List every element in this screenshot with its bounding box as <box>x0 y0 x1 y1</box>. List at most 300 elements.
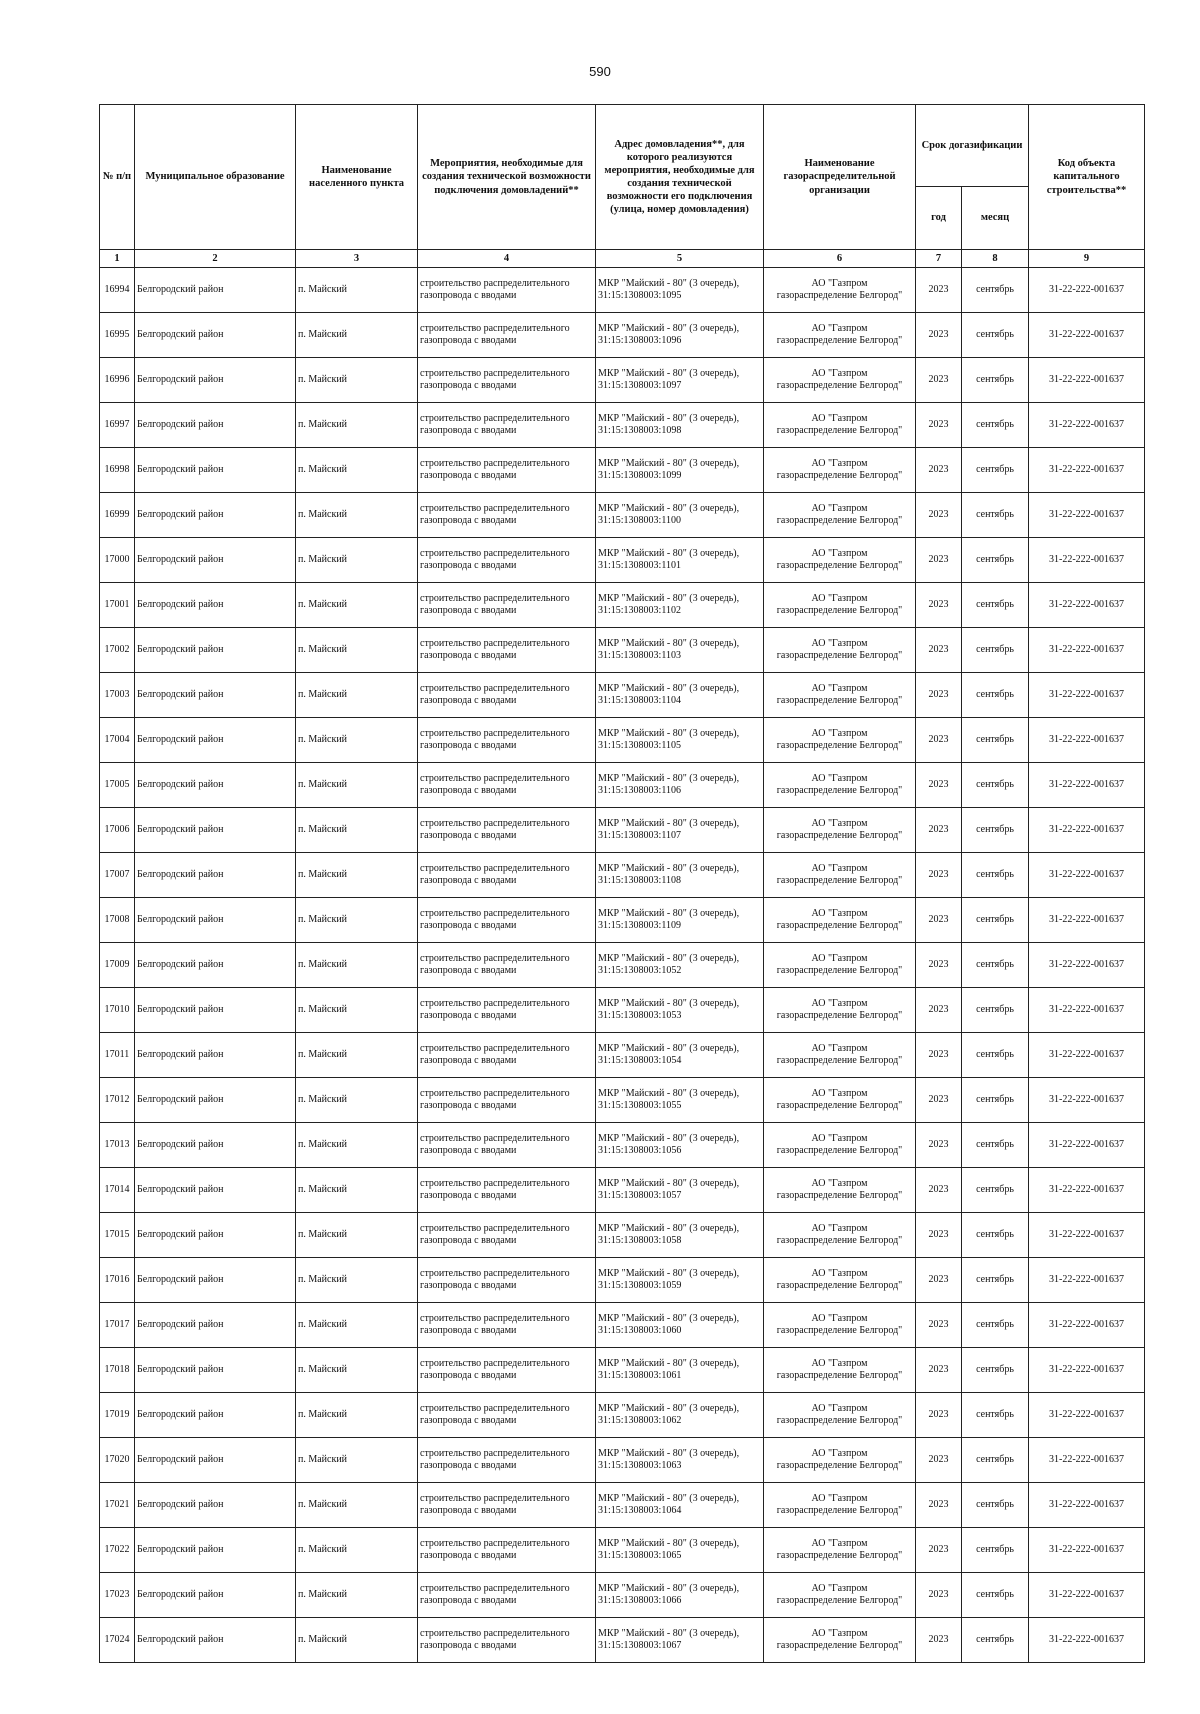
object-code-cell: 31-22-222-001637 <box>1029 1438 1145 1483</box>
month-cell: сентябрь <box>962 1033 1029 1078</box>
settlement-cell: п. Майский <box>296 1618 418 1663</box>
row-number: 17014 <box>100 1168 135 1213</box>
cadastral-number: 31:15:1308003:1064 <box>598 1505 682 1516</box>
month-cell: сентябрь <box>962 1618 1029 1663</box>
cadastral-number: 31:15:1308003:1056 <box>598 1145 682 1156</box>
measure-line-2: газопровода с вводами <box>420 1055 517 1066</box>
measure-line-2: газопровода с вводами <box>420 1190 517 1201</box>
year-cell: 2023 <box>916 1168 962 1213</box>
month-cell: сентябрь <box>962 268 1029 313</box>
address-line-1: МКР "Майский - 80" (3 очередь), <box>598 1583 740 1594</box>
row-number: 17002 <box>100 628 135 673</box>
table-row <box>100 988 1145 1033</box>
object-code-cell: 31-22-222-001637 <box>1029 493 1145 538</box>
address-cell <box>596 313 764 358</box>
address-line-1: МКР "Майский - 80" (3 очередь), <box>598 413 740 424</box>
page-number: 590 <box>589 64 611 79</box>
address-line-1: МКР "Майский - 80" (3 очередь), <box>598 458 740 469</box>
municipality-cell: Белгородский район <box>135 1123 296 1168</box>
organization-line-1: АО "Газпром <box>811 458 868 469</box>
cadastral-number: 31:15:1308003:1100 <box>598 515 681 526</box>
municipality-cell: Белгородский район <box>135 718 296 763</box>
month-cell: сентябрь <box>962 628 1029 673</box>
measure-line-2: газопровода с вводами <box>420 1280 517 1291</box>
settlement-cell: п. Майский <box>296 1348 418 1393</box>
organization-line-2: газораспределение Белгород" <box>776 470 903 481</box>
month-cell: сентябрь <box>962 1348 1029 1393</box>
row-number: 17013 <box>100 1123 135 1168</box>
municipality-cell: Белгородский район <box>135 1168 296 1213</box>
measure-line-2: газопровода с вводами <box>420 335 517 346</box>
measure-line-1: строительство распределительного <box>420 1268 570 1279</box>
organization-line-2: газораспределение Белгород" <box>776 290 903 301</box>
cadastral-number: 31:15:1308003:1095 <box>598 290 682 301</box>
organization-line-2: газораспределение Белгород" <box>776 1415 903 1426</box>
measure-line-2: газопровода с вводами <box>420 875 517 886</box>
organization-cell <box>764 1528 916 1573</box>
organization-line-1: АО "Газпром <box>811 368 868 379</box>
settlement-cell: п. Майский <box>296 1213 418 1258</box>
table-row <box>100 1033 1145 1078</box>
year-cell: 2023 <box>916 1213 962 1258</box>
cadastral-number: 31:15:1308003:1105 <box>598 740 681 751</box>
address-line-1: МКР "Майский - 80" (3 очередь), <box>598 1358 740 1369</box>
address-cell <box>596 1033 764 1078</box>
address-line-1: МКР "Майский - 80" (3 очередь), <box>598 593 740 604</box>
measure-line-2: газопровода с вводами <box>420 1415 517 1426</box>
address-line-1: МКР "Майский - 80" (3 очередь), <box>598 1403 740 1414</box>
organization-line-2: газораспределение Белгород" <box>776 1100 903 1111</box>
month-cell: сентябрь <box>962 1168 1029 1213</box>
table-row <box>100 1393 1145 1438</box>
organization-cell <box>764 1168 916 1213</box>
organization-cell <box>764 358 916 403</box>
address-cell <box>596 358 764 403</box>
measure-line-2: газопровода с вводами <box>420 1460 517 1471</box>
object-code-cell: 31-22-222-001637 <box>1029 988 1145 1033</box>
municipality-cell: Белгородский район <box>135 1483 296 1528</box>
measure-line-2: газопровода с вводами <box>420 650 517 661</box>
organization-line-1: АО "Газпром <box>811 1268 868 1279</box>
cadastral-number: 31:15:1308003:1060 <box>598 1325 682 1336</box>
organization-line-2: газораспределение Белгород" <box>776 605 903 616</box>
municipality-cell: Белгородский район <box>135 1033 296 1078</box>
object-code-cell: 31-22-222-001637 <box>1029 1618 1145 1663</box>
measure-cell <box>418 403 596 448</box>
table-row <box>100 673 1145 718</box>
municipality-cell: Белгородский район <box>135 1348 296 1393</box>
address-line-1: МКР "Майский - 80" (3 очередь), <box>598 368 740 379</box>
organization-line-2: газораспределение Белгород" <box>776 875 903 886</box>
address-cell <box>596 1393 764 1438</box>
object-code-cell: 31-22-222-001637 <box>1029 448 1145 493</box>
measure-cell <box>418 808 596 853</box>
address-line-1: МКР "Майский - 80" (3 очередь), <box>598 908 740 919</box>
month-cell: сентябрь <box>962 853 1029 898</box>
table-row <box>100 1258 1145 1303</box>
year-cell: 2023 <box>916 988 962 1033</box>
year-cell: 2023 <box>916 1573 962 1618</box>
organization-cell <box>764 403 916 448</box>
row-number: 17012 <box>100 1078 135 1123</box>
organization-line-2: газораспределение Белгород" <box>776 560 903 571</box>
organization-line-2: газораспределение Белгород" <box>776 1145 903 1156</box>
table-body <box>100 268 1145 1663</box>
municipality-cell: Белгородский район <box>135 358 296 403</box>
header-term: Срок догазификации <box>916 105 1029 187</box>
object-code-cell: 31-22-222-001637 <box>1029 1483 1145 1528</box>
measure-line-2: газопровода с вводами <box>420 290 517 301</box>
organization-line-1: АО "Газпром <box>811 683 868 694</box>
cadastral-number: 31:15:1308003:1098 <box>598 425 682 436</box>
header-settlement: Наименование населенного пункта <box>296 105 418 250</box>
organization-line-2: газораспределение Белгород" <box>776 1640 903 1651</box>
address-line-1: МКР "Майский - 80" (3 очередь), <box>598 548 740 559</box>
municipality-cell: Белгородский район <box>135 1258 296 1303</box>
table-row <box>100 1483 1145 1528</box>
cadastral-number: 31:15:1308003:1097 <box>598 380 682 391</box>
year-cell: 2023 <box>916 1303 962 1348</box>
organization-line-1: АО "Газпром <box>811 1178 868 1189</box>
measure-line-2: газопровода с вводами <box>420 1550 517 1561</box>
cadastral-number: 31:15:1308003:1059 <box>598 1280 682 1291</box>
municipality-cell: Белгородский район <box>135 673 296 718</box>
settlement-cell: п. Майский <box>296 628 418 673</box>
table-row <box>100 1078 1145 1123</box>
table-row <box>100 313 1145 358</box>
organization-line-2: газораспределение Белгород" <box>776 1190 903 1201</box>
year-cell: 2023 <box>916 1348 962 1393</box>
organization-line-1: АО "Газпром <box>811 1628 868 1639</box>
settlement-cell: п. Майский <box>296 493 418 538</box>
cadastral-number: 31:15:1308003:1053 <box>598 1010 682 1021</box>
organization-line-1: АО "Газпром <box>811 1223 868 1234</box>
settlement-cell: п. Майский <box>296 1393 418 1438</box>
municipality-cell: Белгородский район <box>135 1303 296 1348</box>
row-number: 17003 <box>100 673 135 718</box>
organization-line-1: АО "Газпром <box>811 728 868 739</box>
measure-cell <box>418 1123 596 1168</box>
address-line-1: МКР "Майский - 80" (3 очередь), <box>598 638 740 649</box>
table-row <box>100 853 1145 898</box>
organization-cell <box>764 583 916 628</box>
column-number: 7 <box>916 250 962 268</box>
settlement-cell: п. Майский <box>296 448 418 493</box>
organization-line-1: АО "Газпром <box>811 278 868 289</box>
measure-cell <box>418 1078 596 1123</box>
address-cell <box>596 493 764 538</box>
cadastral-number: 31:15:1308003:1099 <box>598 470 682 481</box>
measure-line-1: строительство распределительного <box>420 1538 570 1549</box>
measure-line-2: газопровода с вводами <box>420 1145 517 1156</box>
cadastral-number: 31:15:1308003:1065 <box>598 1550 682 1561</box>
year-cell: 2023 <box>916 943 962 988</box>
measure-line-2: газопровода с вводами <box>420 1640 517 1651</box>
organization-cell <box>764 1213 916 1258</box>
header-num: № п/п <box>100 105 135 250</box>
measure-line-2: газопровода с вводами <box>420 560 517 571</box>
measure-line-2: газопровода с вводами <box>420 920 517 931</box>
row-number: 16998 <box>100 448 135 493</box>
cadastral-number: 31:15:1308003:1067 <box>598 1640 682 1651</box>
year-cell: 2023 <box>916 1618 962 1663</box>
object-code-cell: 31-22-222-001637 <box>1029 583 1145 628</box>
organization-line-2: газораспределение Белгород" <box>776 965 903 976</box>
month-cell: сентябрь <box>962 1303 1029 1348</box>
measure-line-1: строительство распределительного <box>420 1133 570 1144</box>
address-line-1: МКР "Майский - 80" (3 очередь), <box>598 1628 740 1639</box>
table-row <box>100 1348 1145 1393</box>
measure-line-1: строительство распределительного <box>420 503 570 514</box>
row-number: 16994 <box>100 268 135 313</box>
organization-line-2: газораспределение Белгород" <box>776 1235 903 1246</box>
address-cell <box>596 1303 764 1348</box>
measure-cell <box>418 493 596 538</box>
year-cell: 2023 <box>916 1393 962 1438</box>
organization-line-1: АО "Газпром <box>811 593 868 604</box>
measure-cell <box>418 988 596 1033</box>
settlement-cell: п. Майский <box>296 1528 418 1573</box>
organization-cell <box>764 493 916 538</box>
month-cell: сентябрь <box>962 1438 1029 1483</box>
measure-cell <box>418 1168 596 1213</box>
table-row <box>100 808 1145 853</box>
year-cell: 2023 <box>916 1258 962 1303</box>
organization-line-2: газораспределение Белгород" <box>776 740 903 751</box>
organization-cell <box>764 1078 916 1123</box>
month-cell: сентябрь <box>962 718 1029 763</box>
month-cell: сентябрь <box>962 1483 1029 1528</box>
measure-line-1: строительство распределительного <box>420 368 570 379</box>
organization-cell <box>764 673 916 718</box>
measure-cell <box>418 1303 596 1348</box>
table-row <box>100 448 1145 493</box>
municipality-cell: Белгородский район <box>135 1078 296 1123</box>
measure-line-1: строительство распределительного <box>420 1313 570 1324</box>
municipality-cell: Белгородский район <box>135 268 296 313</box>
address-cell <box>596 538 764 583</box>
table-row <box>100 1303 1145 1348</box>
address-line-1: МКР "Майский - 80" (3 очередь), <box>598 1088 740 1099</box>
object-code-cell: 31-22-222-001637 <box>1029 268 1145 313</box>
address-cell <box>596 1078 764 1123</box>
settlement-cell: п. Майский <box>296 718 418 763</box>
measure-line-1: строительство распределительного <box>420 1088 570 1099</box>
cadastral-number: 31:15:1308003:1103 <box>598 650 681 661</box>
organization-line-1: АО "Газпром <box>811 908 868 919</box>
row-number: 17017 <box>100 1303 135 1348</box>
address-line-1: МКР "Майский - 80" (3 очередь), <box>598 953 740 964</box>
organization-line-1: АО "Газпром <box>811 1493 868 1504</box>
table-row <box>100 898 1145 943</box>
settlement-cell: п. Майский <box>296 808 418 853</box>
organization-line-2: газораспределение Белгород" <box>776 1550 903 1561</box>
month-cell: сентябрь <box>962 583 1029 628</box>
organization-line-2: газораспределение Белгород" <box>776 1505 903 1516</box>
cadastral-number: 31:15:1308003:1052 <box>598 965 682 976</box>
object-code-cell: 31-22-222-001637 <box>1029 1573 1145 1618</box>
measure-line-1: строительство распределительного <box>420 998 570 1009</box>
organization-line-1: АО "Газпром <box>811 773 868 784</box>
row-number: 17019 <box>100 1393 135 1438</box>
measure-cell <box>418 268 596 313</box>
column-number: 6 <box>764 250 916 268</box>
measure-cell <box>418 1438 596 1483</box>
municipality-cell: Белгородский район <box>135 583 296 628</box>
measure-line-1: строительство распределительного <box>420 1043 570 1054</box>
cadastral-number: 31:15:1308003:1106 <box>598 785 681 796</box>
address-cell <box>596 988 764 1033</box>
measure-line-1: строительство распределительного <box>420 908 570 919</box>
organization-cell <box>764 313 916 358</box>
address-cell <box>596 1168 764 1213</box>
month-cell: сентябрь <box>962 358 1029 403</box>
measure-line-1: строительство распределительного <box>420 413 570 424</box>
address-cell <box>596 268 764 313</box>
measure-line-1: строительство распределительного <box>420 728 570 739</box>
measure-cell <box>418 853 596 898</box>
settlement-cell: п. Майский <box>296 1168 418 1213</box>
measure-cell <box>418 1618 596 1663</box>
organization-cell <box>764 538 916 583</box>
address-cell <box>596 1213 764 1258</box>
organization-line-2: газораспределение Белгород" <box>776 830 903 841</box>
measure-line-1: строительство распределительного <box>420 1403 570 1414</box>
cadastral-number: 31:15:1308003:1061 <box>598 1370 682 1381</box>
month-cell: сентябрь <box>962 988 1029 1033</box>
address-line-1: МКР "Майский - 80" (3 очередь), <box>598 1313 740 1324</box>
column-number-row <box>100 250 1145 268</box>
row-number: 17023 <box>100 1573 135 1618</box>
year-cell: 2023 <box>916 1123 962 1168</box>
address-line-1: МКР "Майский - 80" (3 очередь), <box>598 1133 740 1144</box>
row-number: 17005 <box>100 763 135 808</box>
address-line-1: МКР "Майский - 80" (3 очередь), <box>598 998 740 1009</box>
address-cell <box>596 943 764 988</box>
settlement-cell: п. Майский <box>296 538 418 583</box>
organization-line-2: газораспределение Белгород" <box>776 1460 903 1471</box>
address-cell <box>596 1483 764 1528</box>
municipality-cell: Белгородский район <box>135 1213 296 1258</box>
table-header <box>100 105 1145 268</box>
cadastral-number: 31:15:1308003:1109 <box>598 920 681 931</box>
measure-line-1: строительство распределительного <box>420 1223 570 1234</box>
measure-cell <box>418 538 596 583</box>
table-row <box>100 1168 1145 1213</box>
month-cell: сентябрь <box>962 943 1029 988</box>
organization-line-2: газораспределение Белгород" <box>776 920 903 931</box>
address-cell <box>596 763 764 808</box>
object-code-cell: 31-22-222-001637 <box>1029 1528 1145 1573</box>
address-line-1: МКР "Майский - 80" (3 очередь), <box>598 323 740 334</box>
organization-line-1: АО "Газпром <box>811 1358 868 1369</box>
organization-cell <box>764 718 916 763</box>
object-code-cell: 31-22-222-001637 <box>1029 403 1145 448</box>
measure-cell <box>418 448 596 493</box>
table-row <box>100 1213 1145 1258</box>
table-row <box>100 1528 1145 1573</box>
cadastral-number: 31:15:1308003:1066 <box>598 1595 682 1606</box>
year-cell: 2023 <box>916 583 962 628</box>
header-measures: Мероприятия, необходимые для создания технической возможности подключения домовладений** <box>418 105 596 250</box>
object-code-cell: 31-22-222-001637 <box>1029 1123 1145 1168</box>
row-number: 17024 <box>100 1618 135 1663</box>
organization-cell <box>764 1573 916 1618</box>
header-address: Адрес домовладения**, для которого реализуются мероприятия, необходимые для создания технической возможности его подключения (улица, номер домовладения) <box>596 105 764 250</box>
address-cell <box>596 808 764 853</box>
address-line-1: МКР "Майский - 80" (3 очередь), <box>598 1268 740 1279</box>
cadastral-number: 31:15:1308003:1108 <box>598 875 681 886</box>
table-row <box>100 763 1145 808</box>
organization-cell <box>764 1483 916 1528</box>
object-code-cell: 31-22-222-001637 <box>1029 1258 1145 1303</box>
year-cell: 2023 <box>916 538 962 583</box>
header-municipality: Муниципальное образование <box>135 105 296 250</box>
address-line-1: МКР "Майский - 80" (3 очередь), <box>598 503 740 514</box>
address-line-1: МКР "Майский - 80" (3 очередь), <box>598 1538 740 1549</box>
organization-line-1: АО "Газпром <box>811 638 868 649</box>
table-row <box>100 403 1145 448</box>
column-number: 1 <box>100 250 135 268</box>
year-cell: 2023 <box>916 1483 962 1528</box>
measure-line-2: газопровода с вводами <box>420 1370 517 1381</box>
year-cell: 2023 <box>916 673 962 718</box>
measure-cell <box>418 718 596 763</box>
year-cell: 2023 <box>916 1033 962 1078</box>
object-code-cell: 31-22-222-001637 <box>1029 943 1145 988</box>
table-row <box>100 493 1145 538</box>
organization-cell <box>764 763 916 808</box>
settlement-cell: п. Майский <box>296 1303 418 1348</box>
address-line-1: МКР "Майский - 80" (3 очередь), <box>598 773 740 784</box>
organization-cell <box>764 1438 916 1483</box>
municipality-cell: Белгородский район <box>135 628 296 673</box>
organization-cell <box>764 1303 916 1348</box>
cadastral-number: 31:15:1308003:1062 <box>598 1415 682 1426</box>
year-cell: 2023 <box>916 268 962 313</box>
address-cell <box>596 898 764 943</box>
address-line-1: МКР "Майский - 80" (3 очередь), <box>598 1493 740 1504</box>
cadastral-number: 31:15:1308003:1058 <box>598 1235 682 1246</box>
address-line-1: МКР "Майский - 80" (3 очередь), <box>598 683 740 694</box>
measure-line-1: строительство распределительного <box>420 953 570 964</box>
measure-line-2: газопровода с вводами <box>420 965 517 976</box>
organization-line-1: АО "Газпром <box>811 998 868 1009</box>
row-number: 16999 <box>100 493 135 538</box>
year-cell: 2023 <box>916 1078 962 1123</box>
address-line-1: МКР "Майский - 80" (3 очередь), <box>598 728 740 739</box>
row-number: 16996 <box>100 358 135 403</box>
address-cell <box>596 1123 764 1168</box>
address-line-1: МКР "Майский - 80" (3 очередь), <box>598 278 740 289</box>
measure-line-1: строительство распределительного <box>420 458 570 469</box>
measure-cell <box>418 358 596 403</box>
organization-line-1: АО "Газпром <box>811 1403 868 1414</box>
organization-line-1: АО "Газпром <box>811 323 868 334</box>
object-code-cell: 31-22-222-001637 <box>1029 1213 1145 1258</box>
municipality-cell: Белгородский район <box>135 1618 296 1663</box>
settlement-cell: п. Майский <box>296 853 418 898</box>
row-number: 17004 <box>100 718 135 763</box>
measure-cell <box>418 943 596 988</box>
object-code-cell: 31-22-222-001637 <box>1029 1393 1145 1438</box>
table-row <box>100 538 1145 583</box>
object-code-cell: 31-22-222-001637 <box>1029 808 1145 853</box>
organization-cell <box>764 808 916 853</box>
measure-line-1: строительство распределительного <box>420 1583 570 1594</box>
organization-cell <box>764 628 916 673</box>
table-row <box>100 1573 1145 1618</box>
